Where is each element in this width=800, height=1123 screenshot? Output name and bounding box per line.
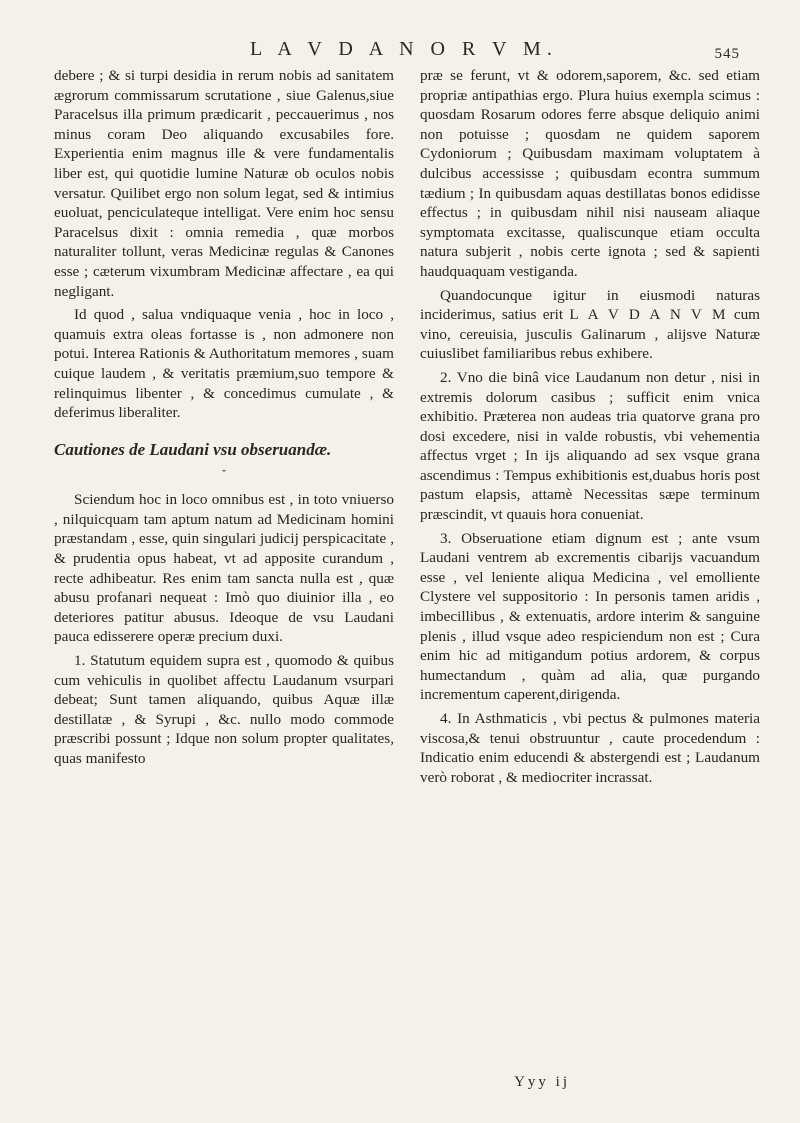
running-title: L A V D A N O R V M.: [250, 38, 558, 60]
running-head: [250, 38, 740, 61]
section-title: Cautiones de Laudani vsu obseruandæ.: [54, 439, 332, 459]
signature-mark: Yyy ij: [514, 1074, 570, 1090]
divider: ˇ: [222, 466, 226, 481]
left-paragraph-2: Id quod , salua vndiquaque venia , hoc in loco , quamuis extra oleas fortasse is , non admonere non potui. Interea Rationis & Authoritatum memores , suam cuique laudem , & veritatis præmium,suo tempore & relinquimus libenter , & concedimus cumulate , & deferimus liberaliter.: [54, 306, 394, 422]
right-paragraph-5: 4. In Asthmaticis , vbi pectus & pulmones materia viscosa,& tenui obstruuntur , caute procedendum : Indicatio enim educendi & abstergendi est ; Laudanum verò roborat , & mediocriter incrassat.: [420, 710, 760, 786]
laudanum-name: L A V D A N V M: [569, 306, 728, 324]
right-paragraph-2-rest: cum vino, cereuisia, jusculis Galinarum , alijsve Naturæ cuiuslibet familiaribus rebus exhibere.: [420, 306, 760, 363]
right-paragraph-3: 2. Vno die binâ vice Laudanum non detur , nisi in extremis dolorum casibus ; sufficit enim vnica exhibitio. Præterea non audeas tria quatorve grana pro dosi excedere, nisi in valde robustis, vbi vehementia affectus vrget ; In ijs aliquando ad sex vsque grana ascendimus : Tempus exhibitionis est,duabus horis post pastum elapsis, attamè Necessitas sæpe terminum præscindit, vt quauis hora conueniat.: [420, 368, 760, 524]
left-paragraph-3: Sciendum hoc in loco omnibus est , in toto vniuerso , nilquicquam tam aptum natum ad Medicinam homini præstandam , esse, quin singulari judicij perspicacitate , & prudentia opus habeat, vt ad apposite curandum , recte adhibeatur. Res enim tam sancta nulla est , quæ abusu profanari nequeat : Imò quo diuinior illa , eo deteriores patitur abusus. Ideoque de vsu Laudani pauca edisserere operæ precium duxi.: [54, 491, 394, 646]
right-column: [420, 66, 760, 791]
left-paragraph-4: 1. Statutum equidem supra est , quomodo & quibus cum vehiculis in quolibet affectu Laudanum vsurpari debeat; Sunt tamen aliquando, quibus Aquæ illæ destillatæ , & Syrupi , &c. nullo modo commode præscribi possunt ; Idque non solum propter qualitates, quas manifesto: [54, 652, 394, 767]
right-paragraph-1: præ se ferunt, vt & odorem,saporem, &c. sed etiam propriæ antipathias ergo. Plura huius exempla scimus : quosdam Rosarum odores ferre absque deliquio animi non potuisse ; quosdam ne quidem saporem Cydoniorum ; Quibusdam maximam voluptatem à dulcibus accessisse ; quibusdam econtra summum tædium ; In quibusdam aquas destillatas bonos edidisse effectus ; in quibusdam nihil nisi nauseam aliaque symptomata excitasse, qualiscunque etiam occulta natura subjerit , nobis certe ignota ; sed & sapienti haudquaquam vestiganda.: [420, 67, 760, 280]
right-paragraph-2-lead: Quandocunque igitur in eiusmodi naturas inciderimus, satius erit: [420, 286, 760, 324]
right-paragraph-2: [420, 286, 760, 364]
left-paragraph-1: debere ; & si turpi desidia in rerum nobis ad sanitatem ægrorum commissarum scrutatione , siue Galenus,siue Paracelsus illa primum prædicarit , peccauerimus , nos minus coram Deo aliquando excusabiles fore. Experientia enim magnus ille & vere fundamentalis liber est, qui quotidie lumine Naturæ ob oculos nobis versatur. Quilibet ergo non solum legat, sed & intimius euoluat, penciculateque intelligat. Vere enim hoc sensu Paracelsus dixit : omnia remedia , quæ morbos naturaliter tollunt, veras Medicinæ regulas & Canones esse ; cæterum vixumbram Medicinæ affectare , ea qui negligant.: [54, 67, 394, 300]
left-column: [54, 66, 394, 773]
right-paragraph-4: 3. Obseruatione etiam dignum est ; ante vsum Laudani ventrem ab excrementis cibarijs vacuandum esse , vel leniente aliqua Medicina , vel emolliente Clystere vel suppositorio : In personis tamen aridis , imbecillibus , & extenuatis, ardore interim & sanguine plenis , illud vsque adeo respiciendum non est ; Cura enim hic ad mitigandum potius ardorem, & corpus humectandum , quàm ad alia, quæ purgando incrementum caperent,dirigenda.: [420, 529, 760, 704]
page-number: 545: [714, 46, 740, 62]
